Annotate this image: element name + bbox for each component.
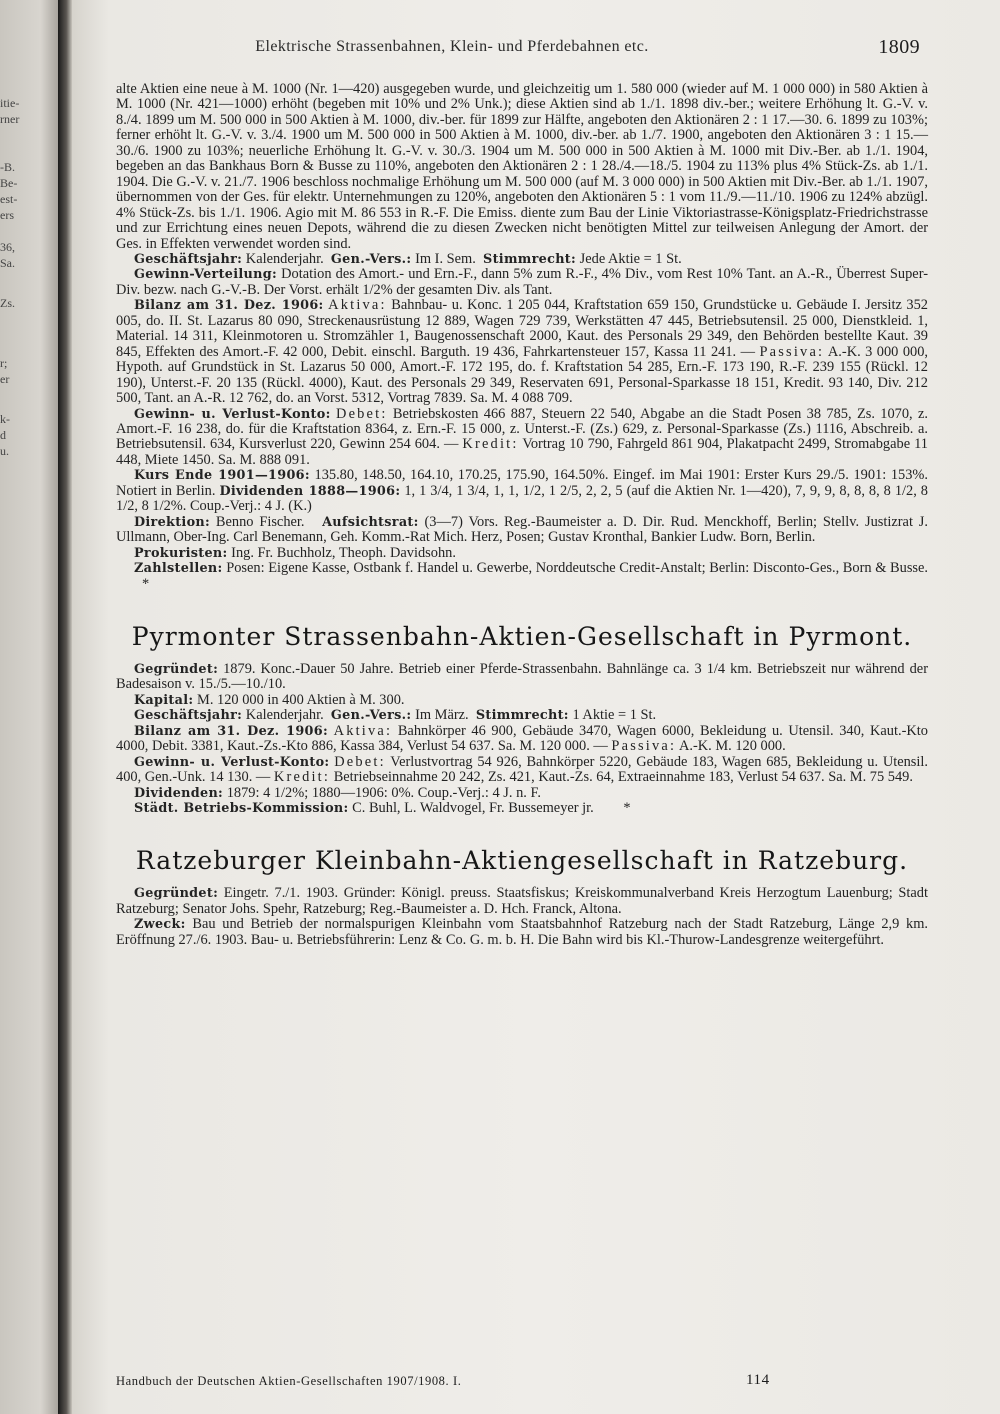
profit-loss-account: Gewinn- u. Verlust-Konto: Debet: Verlustvortrag 54 926, Bahnkörper 5220, Gebäude 183, Wagen 685, Bekleidung u. Utensil. 400, Gen.-Unk. 14 130. — Kredit: Betriebseinnahme 20 242, Zs. 421, Kaut.-Zs. 64, Extraeinnahme 183, Verlust 54 637. Sa. M. 75 549. — [116, 753, 928, 786]
founded: Gegründet: 1879. Konc.-Dauer 50 Jahre. Betrieb einer Pferde-Strassenbahn. Bahnlänge ca. 3 1/4 km. Betriebszeit nur während der Badesaison v. 15./5.—10./10. — [116, 660, 928, 693]
balance-sheet: Bilanz am 31. Dez. 1906: Aktiva: Bahnkörper 46 900, Gebäude 3470, Wagen 6000, Bekleidung u. Utensil. 340, Kaut.-Kto 4000, Debit. 3381, Kaut.-Zs.-Kto 886, Kassa 384, Verlust 54 637. Sa. M. 120 000. — Passiva: A.-K. M. 120 000. — [116, 722, 928, 755]
left-fragment: 36, — [0, 240, 15, 254]
book-reference: Handbuch der Deutschen Aktien-Gesellschaften 1907/1908. I. — [116, 1374, 462, 1388]
label: Bilanz am 31. Dez. 1906: — [134, 298, 324, 314]
label: Kapital: — [134, 692, 194, 708]
purpose: Zweck: Bau und Betrieb der normalspurigen Kleinbahn vom Staatsbahnhof Ratzeburg nach der Stadt Ratzeburg, Länge 2,9 km. Eröffnung 27./6. 1903. Bau- u. Betriebsführerin: Lenz & Co. G. m. b. H. Die Bahn wird bis Kl.-Thurow-Landesgrenze weitergeführt. — [116, 916, 928, 948]
label: Kurs Ende 1901—1906: — [134, 468, 310, 484]
company-heading: Ratzeburger Kleinbahn-Aktiengesellschaft in Ratzeburg. — [135, 846, 909, 876]
left-fragment: k- — [0, 412, 10, 426]
label: Gewinn- u. Verlust-Konto: — [134, 754, 330, 770]
left-fragment: rner — [0, 112, 20, 126]
paying-agents: Zahlstellen: Posen: Eigene Kasse, Ostbank f. Handel u. Gewerbe, Norddeutsche Credit-Anstalt; Berlin: Disconto-Ges., Born & Busse. * — [116, 561, 928, 592]
label: Direktion: — [134, 514, 211, 530]
label: Aufsichtsrat: — [322, 514, 419, 530]
business-year-line: Geschäftsjahr: Kalenderjahr. Gen.-Vers.: Im März. Stimmrecht: 1 Aktie = 1 St. — [134, 707, 657, 724]
left-fragment: -B. — [0, 160, 15, 174]
municipal-commission: Städt. Betriebs-Kommission: C. Buhl, L. Waldvogel, Fr. Bussemeyer jr. * — [134, 800, 631, 817]
label: Zahlstellen: — [134, 561, 223, 577]
left-fragment: ers — [0, 208, 14, 222]
left-fragment: Sa. — [0, 256, 15, 270]
page-footer — [116, 1374, 928, 1392]
label: Stimmrecht: — [475, 708, 569, 724]
page-header — [72, 38, 1000, 60]
page-number: 1809 — [878, 36, 920, 58]
profit-loss-account: Gewinn- u. Verlust-Konto: Debet: Betriebskosten 466 887, Steuern 22 540, Abgabe an die Stadt Posen 38 785, Zs. 1070, z. Amort.-F. 16 238, do. für die Kraftstation 8364, z. Ern.-F. 15 000, z. Unterst.-F. (Zs.) 629, z. Personal-Sparkasse (Zs.) 1116, Abschreib. a. Betriebsutensil. 634, Kursverlust 220, Gewinn 254 604. — Kredit: Vortrag 10 790, Fahrgeld 861 904, Plakatpacht 2499, Stromabgabe 11 448, Miete 1450. Sa. M. 888 091. — [116, 405, 928, 468]
capital: Kapital: M. 120 000 in 400 Aktien à M. 300. — [134, 691, 405, 708]
label: Gegründet: — [134, 661, 219, 677]
management: Direktion: Benno Fischer. Aufsichtsrat: (3—7) Vors. Reg.-Baumeister a. D. Dir. Rud. Menckhoff, Berlin; Stellv. Justizrat J. Ullmann, Ober-Ing. Carl Benemann, Geh. Komm.-Rat Mich. Herz, Posen; Gustav Kronthal, Bankier Ludw. Born, Berlin. — [116, 513, 928, 546]
capital-history: alte Aktien eine neue à M. 1000 (Nr. 1—420) ausgegeben wurde, und gleichzeitig um 1. 580 000 (wieder auf M. 1 000 000) in 580 Aktien à M. 1000 (Nr. 421—1000) erhöht (begeben mit 10% und 2% Unk.); diese Aktien sind ab 1./1. 1898 div.-ber.; weitere Erhöhung lt. G.-V. v. 8./4. 1899 um M. 500 000 in 500 Aktien à M. 1000, div.-ber. für 1899 zur Hälfte, angeboten den Aktionären 2 : 1 17.—30. 6. 1899 zu 103%; ferner erhöht lt. G.-V. v. 3./4. 1900 um M. 500 000 in 500 Aktien à M. 1000, div.-ber. ab 1./7. 1900, angeboten den Aktionären 3 : 1 15.—30./6. 1900 zu 103%; neuerliche Erhöhung lt. G.-V. v. 30./3. 1904 um M. 500 000 in 500 Aktien à M. 1000 mit Div.-Ber. ab 1./1. 1904, begeben an das Bankhaus Born & Busse zu 110%, angeboten den Aktionären 2 : 1 28./4.—18./5. 1904 zu 113% plus 4% Stück-Zs. ab 1./1. 1904. Die G.-V. v. 21./7. 1906 beschloss nochmalige Erhöhung um M. 500 000 (auf M. 3 000 000) in 500 Aktien mit Div.-Ber. ab 1./1. 1907, übernommen von der Ges. für elektr. Unternehmungen zu 120%, angeboten den Aktionären 5 : 1 vom 11./9.—11./10. 1906 zu 124% abzügl. 4% Stück-Zs. bis 1./1. 1906. Agio mit M. 86 553 in R.-F. Die Emiss. diente zum Bau der Linie Viktoriastrasse-Königsplatz-Friedrichstrasse und zur Errichtung eines neuen Depots, während die zu diesen Zwecken nicht benötigten Mittel zur teilweisen Anlegung der Amort. der Ges. in Effekten verwendet worden sind. — [116, 81, 928, 252]
label: Gen.-Vers.: — [330, 708, 412, 724]
page-content — [116, 82, 928, 948]
label: Geschäftsjahr: — [134, 251, 243, 267]
label: Geschäftsjahr: — [134, 708, 243, 724]
left-fragment: d — [0, 428, 6, 442]
running-title: Elektrische Strassenbahnen, Klein- und Pferdebahnen etc. — [255, 38, 649, 55]
left-fragment: er — [0, 372, 10, 386]
end-mark: * — [623, 800, 631, 817]
label: Gegründet: — [134, 886, 219, 902]
company-heading: Pyrmonter Strassenbahn-Aktien-Gesellschaft in Pyrmont. — [131, 621, 913, 651]
authorized-signatories: Prokuristen: Ing. Fr. Buchholz, Theoph. Davidsohn. — [134, 544, 456, 561]
left-fragment: Be- — [0, 176, 18, 190]
left-fragment: u. — [0, 444, 9, 458]
label: Zweck: — [134, 917, 186, 933]
end-mark: * — [142, 575, 150, 592]
left-fragment: est- — [0, 192, 18, 206]
profit-distribution: Gewinn-Verteilung: Dotation des Amort.- und Ern.-F., dann 5% zum R.-F., 4% Div., vom Rest 10% Tant. an A.-R., Überrest Super-Div. bezw. nach G.-V.-B. Der Vorst. erhält 1/2% der gesamten Div. als Tant. — [116, 266, 928, 298]
label: Gen.-Vers.: — [330, 251, 412, 267]
book-gutter — [58, 0, 72, 1414]
left-fragment: r; — [0, 356, 8, 370]
share-prices: Kurs Ende 1901—1906: 135.80, 148.50, 164.10, 170.25, 175.90, 164.50%. Eingef. im Mai 1901: Erster Kurs 29./5. 1901: 153%. Notiert in Berlin. Dividenden 1888—1906: 1, 1 3/4, 1 3/4, 1, 1, 1/2, 1 2/5, 2, 2, 5 (auf die Aktien Nr. 1—420), 7, 9, 9, 8, 8, 8, 8 1/2, 8 1/2, 8 1/2%. Coup.-Verj.: 4 J. (K.) — [116, 467, 928, 515]
balance-sheet: Bilanz am 31. Dez. 1906: Aktiva: Bahnbau- u. Konc. 1 205 044, Kraftstation 659 150, Grundstücke u. Gebäude I. Jersitz 352 005, do. II. St. Lazarus 80 090, Streckenausrüstung 12 889, Wagen 729 739, Werkstätten 47 445, Betriebsutensil. 25 000, Dienstkleid. 1, Material. 14 311, Kleinmotoren u. Stromzähler 1, Baugenossenschaft 2000, Kaut. des Personals 29 349, den Behörden bestellte Kaut. 39 845, Effekten des Amort.-F. 42 000, Debit. einschl. Barguth. 19 436, Fahrkartensteuer 157, Kassa 11 241. — Passiva: A.-K. 3 000 000, Hypoth. auf Grundstück in St. Lazarus 50 000, Amort.-F. 172 195, do. f. Kraftstation 54 285, Ern.-F. 173 190, R.-F. 239 155 (Rückl. 12 190), Unterst.-F. 20 135 (Rückl. 4000), Kaut. des Personals 29 349, Reservaten 691, Personal-Sparkasse 18 151, Kredit. 93 140, Div. 212 500, Tant. an A.-R. 12 762, do. an Vorst. 5312, Vortrag 7839. Sa. M. 4 088 709. — [116, 297, 929, 407]
label: Bilanz am 31. Dez. 1906: — [134, 723, 328, 739]
adjacent-page-edge — [0, 0, 58, 1414]
founded: Gegründet: Eingetr. 7./1. 1903. Gründer: Königl. preuss. Staatsfiskus; Kreiskommunalverband Kreis Herzogtum Lauenburg; Stadt Ratzeburg; Senator Johs. Spehr, Ratzeburg; Reg.-Baumeister a. D. Hch. Franck, Altona. — [116, 885, 928, 917]
signature-mark: 114 — [746, 1372, 770, 1388]
label: Stimmrecht: — [483, 251, 577, 267]
label: Prokuristen: — [134, 545, 228, 561]
label: Dividenden 1888—1906: — [219, 483, 401, 499]
label: Gewinn-Verteilung: — [134, 267, 278, 283]
business-year-line: Geschäftsjahr: Kalenderjahr. Gen.-Vers.: Im I. Sem. Stimmrecht: Jede Aktie = 1 St. — [134, 250, 682, 267]
dividends: Dividenden: 1879: 4 1/2%; 1880—1906: 0%. Coup.-Verj.: 4 J. n. F. — [134, 784, 541, 801]
left-fragment: Zs. — [0, 296, 15, 310]
left-fragment: itie- — [0, 96, 20, 110]
label: Städt. Betriebs-Kommission: — [134, 801, 349, 817]
label: Dividenden: — [134, 785, 224, 801]
label: Gewinn- u. Verlust-Konto: — [134, 406, 331, 422]
book-page — [72, 0, 1000, 1414]
